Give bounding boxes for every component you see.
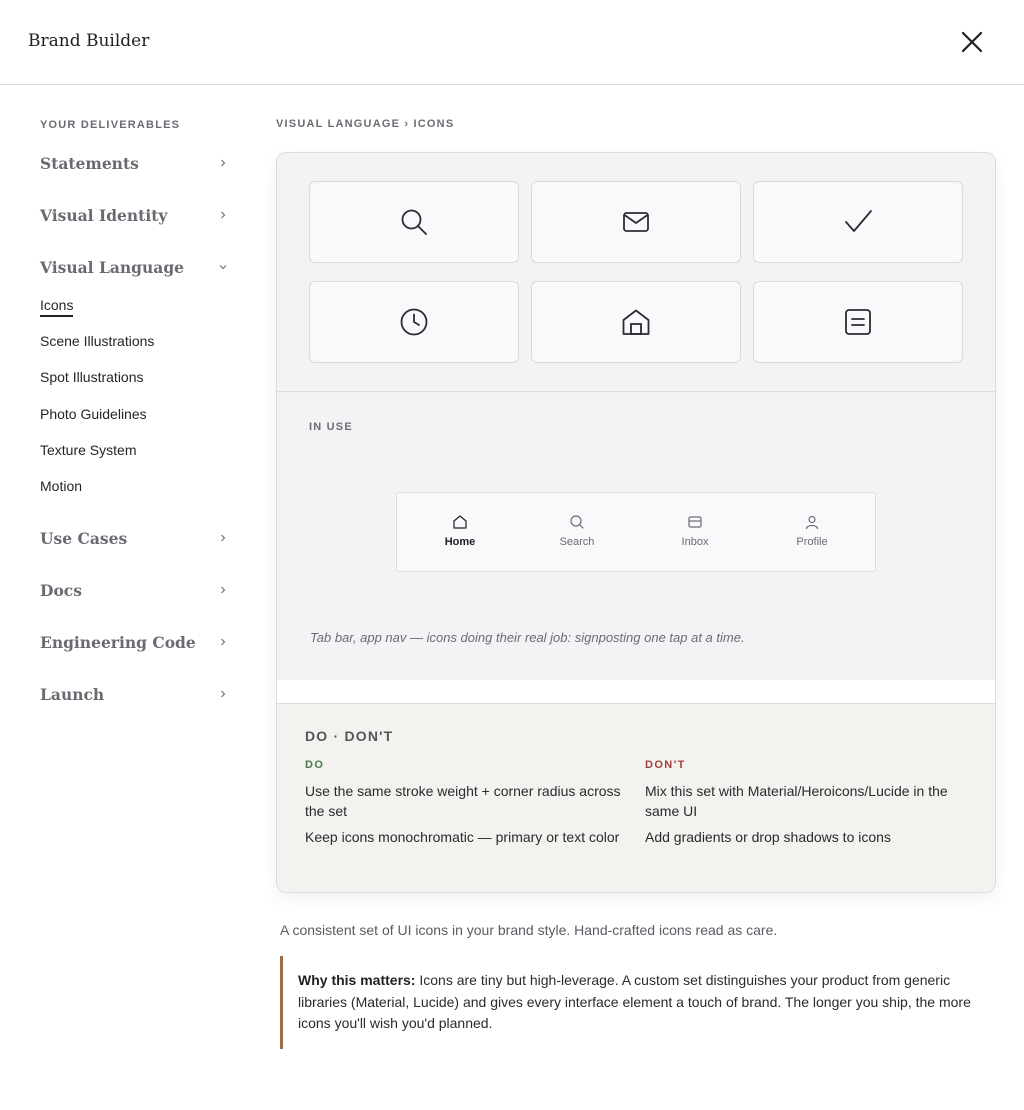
sidebar-section-label: Docs (40, 581, 82, 600)
top-bar (0, 0, 1024, 85)
tab-label: Profile (796, 536, 828, 548)
app-title: Brand Builder (28, 31, 150, 51)
tab-label: Search (559, 536, 595, 548)
do-column (305, 759, 625, 853)
sidebar-item-texture-system[interactable]: Texture System (40, 442, 137, 458)
home-icon (452, 514, 468, 530)
chevron-down-icon (218, 262, 228, 272)
sidebar-section-label: Statements (40, 154, 139, 173)
sidebar-section-use-cases[interactable] (40, 523, 230, 553)
why-lead: Why this matters: (298, 972, 416, 988)
sidebar-heading: YOUR DELIVERABLES (40, 119, 181, 131)
icon-tile-document (753, 281, 963, 363)
sidebar-item-photo-guidelines[interactable]: Photo Guidelines (40, 406, 147, 422)
section-spacer (277, 680, 996, 704)
chevron-right-icon (218, 533, 228, 543)
do-item: Keep icons monochromatic — primary or text color (305, 829, 620, 845)
tab-label: Inbox (681, 536, 709, 548)
search-icon (569, 514, 585, 530)
tab-home[interactable] (401, 493, 519, 571)
dont-item: Mix this set with Material/Heroicons/Lucide in the same UI (645, 783, 948, 819)
document-icon (843, 307, 873, 337)
do-dont-title: DO · DON'T (305, 728, 394, 744)
icon-tile-search (309, 181, 519, 263)
deliverable-summary: A consistent set of UI icons in your brand style. Hand-crafted icons read as care. (280, 922, 778, 938)
icons-preview-card (276, 152, 996, 893)
dont-column (645, 759, 965, 853)
check-icon (843, 207, 873, 237)
icon-tile-mail (531, 181, 741, 263)
do-dont-panel (277, 704, 996, 893)
sidebar-section-launch[interactable] (40, 679, 230, 709)
icon-tile-clock (309, 281, 519, 363)
mail-icon (621, 207, 651, 237)
sidebar-section-statements[interactable] (40, 148, 230, 178)
inbox-icon (687, 514, 703, 530)
sidebar-section-visual-identity[interactable] (40, 200, 230, 230)
sidebar-section-label: Visual Identity (40, 206, 168, 225)
close-button[interactable] (956, 26, 988, 58)
chevron-right-icon (218, 210, 228, 220)
sidebar-section-label: Use Cases (40, 529, 128, 548)
clock-icon (399, 307, 429, 337)
tab-label: Home (444, 536, 476, 548)
icon-tile-check (753, 181, 963, 263)
sample-tab-bar (396, 492, 876, 572)
why-this-matters-callout (280, 956, 996, 1049)
tab-profile[interactable] (753, 493, 871, 571)
chevron-right-icon (218, 158, 228, 168)
chevron-right-icon (218, 689, 228, 699)
tab-inbox[interactable] (636, 493, 754, 571)
chevron-right-icon (218, 637, 228, 647)
in-use-caption: Tab bar, app nav — icons doing their real job: signposting one tap at a time. (310, 630, 745, 645)
tab-search[interactable] (518, 493, 636, 571)
do-heading: DO (305, 759, 325, 771)
sidebar-item-scene-illustrations[interactable]: Scene Illustrations (40, 333, 155, 349)
sidebar-item-icons[interactable]: Icons (40, 297, 73, 317)
close-icon (956, 26, 988, 58)
section-divider (277, 391, 996, 392)
sidebar-section-engineering-code[interactable] (40, 627, 230, 657)
sidebar-section-label: Visual Language (40, 258, 185, 277)
in-use-label: IN USE (309, 421, 353, 433)
home-icon (621, 307, 651, 337)
do-item: Use the same stroke weight + corner radius across the set (305, 783, 621, 819)
sidebar-section-label: Engineering Code (40, 633, 196, 652)
dont-heading: DON'T (645, 759, 686, 771)
profile-icon (804, 514, 820, 530)
breadcrumb: VISUAL LANGUAGE › ICONS (276, 118, 455, 130)
icon-tile-home (531, 281, 741, 363)
sidebar-section-visual-language[interactable] (40, 252, 230, 282)
sidebar-item-spot-illustrations[interactable]: Spot Illustrations (40, 369, 144, 385)
chevron-right-icon (218, 585, 228, 595)
search-icon (399, 207, 429, 237)
sidebar-section-docs[interactable] (40, 575, 230, 605)
sidebar-section-label: Launch (40, 685, 105, 704)
dont-item: Add gradients or drop shadows to icons (645, 829, 891, 845)
sidebar-item-motion[interactable]: Motion (40, 478, 83, 494)
why-text: Icons are tiny but high-leverage. A custom set distinguishes your product from generic libraries (Material, Lucide) and gives every interface element a touch of brand. The longer you ship, the more icons you'll wish you'd planned. (298, 972, 971, 1031)
